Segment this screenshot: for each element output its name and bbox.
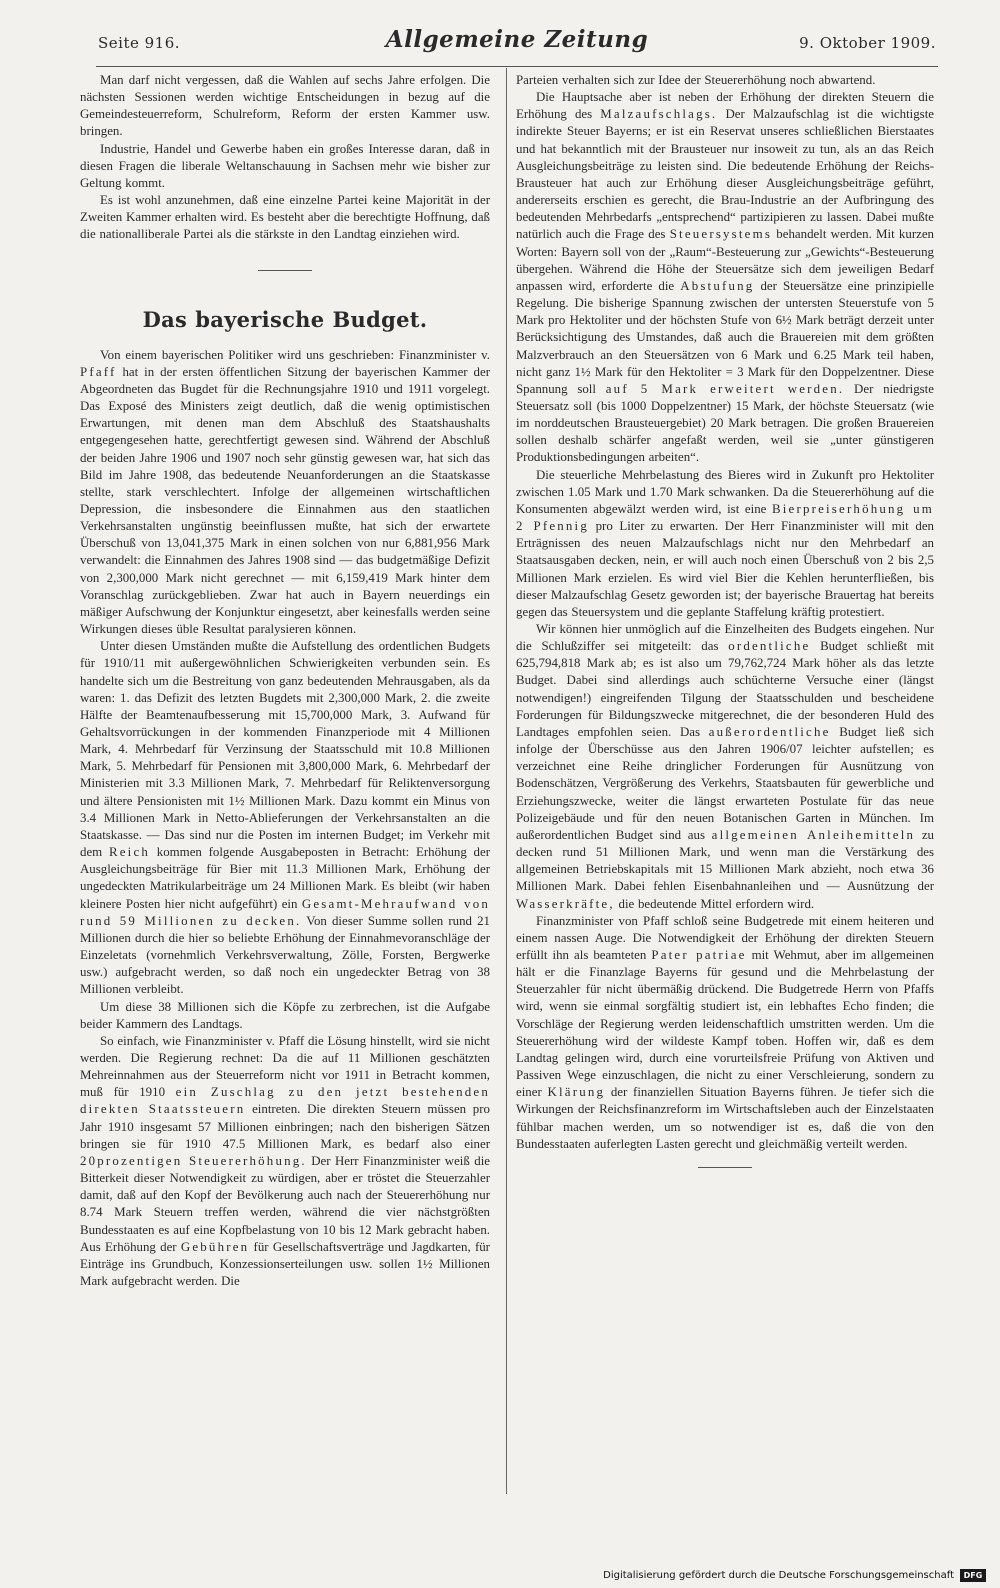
- spaced-text: Gesamt-Mehraufwand von rund 59 Millionen zu decken.: [80, 896, 490, 928]
- text-run: Die Hauptsache aber ist neben der Erhöhung der direkten Steuern die Erhöhung des: [516, 90, 934, 122]
- spaced-text: Gebühren: [180, 1239, 250, 1254]
- text-run: Finanzminister von Pfaff schloß seine Budgetrede mit einem heiteren und einem nassen Auge. Die Notwendigkeit der Erhöhung der direkten Steuern erfüllt ihn als beamteten: [516, 913, 934, 962]
- text-run: Budget ließ sich infolge der Überschüsse aus den Jahren 1906/07 leichter aufstellen; es verzeichnet eine Reihe dringlicher Forderungen für Ausnützung von Bodenschätzen, Vergrößerung des Verkehrs, Staatsbauten für gewerbliche und Erziehungszwecke, weiter die längst erwarteten Postulate für das neue Polizeigebäude und für den neuen Botanischen Garten in München. Im außerordentlichen Budget sind aus: [516, 724, 935, 842]
- text-run: der finanziellen Situation Bayerns führen. Je tiefer sich die Wirkungen der Reichsfinanzreform im Wirtschaftsleben auch der Einzelstaaten fühlbar machen werden, um so notwendiger ist es, daß die von den Bundesstaaten auferlegten Lasten gerecht und gleichmäßig verteilt werden.: [516, 1085, 934, 1151]
- text-run: der Steuersätze eine prinzipielle Regelung. Die bisherige Spannung zwischen der untersten Steuerstufe von 5 Mark pro Hektoliter und der höchsten Stufe von 6½ Mark beträgt derzeit unter Berücksichtigung des Umstandes, daß auch die Brauereien mit dem größten Malzverbrauch an den Steuersätzen von 6 Mark und 6.25 Mark teil haben, nicht ganz 1½ Mark für den Hektoliter = 3 Mark für den Doppelzentner. Diese Spannung soll: [516, 278, 934, 396]
- text-run: Von dieser Summe sollen rund 21 Millionen durch die hier so beliebte Erhöhung der Einnahmevoranschläge der Einzeletats (vornehmlich Verkehrsverwaltung, Zölle, Forsten, Bergwerke usw.) aufgebracht werden, so daß noch ein ungedeckter Betrag von 38 Millionen verbleibt.: [80, 913, 491, 997]
- text-run: die bedeutende Mittel erfordern wird.: [614, 896, 815, 911]
- text-run: So einfach, wie Finanzminister v. Pfaff die Lösung hinstellt, wird sie nicht werden. Die Regierung rechnet: Da die auf 11 Millionen geschätzten Mehreinnahmen aus der Steuerreform nicht vor 1911 in Betracht kommen, muß für 1910: [80, 1033, 490, 1100]
- spaced-text: ein Zuschlag zu den jetzt bestehenden direkten Staatssteuern: [80, 1085, 490, 1117]
- footer-text: Digitalisierung gefördert durch die Deutsche Forschungsgemeinschaft: [603, 1570, 954, 1581]
- issue-date: 9. Oktober 1909.: [799, 34, 936, 52]
- spaced-text: Pfaff: [80, 364, 117, 379]
- paragraph: [516, 913, 934, 1153]
- digitization-footer: [603, 1569, 986, 1582]
- spaced-text: Klärung: [547, 1085, 606, 1100]
- paragraph: [80, 1033, 490, 1290]
- spaced-text: ordentliche: [728, 639, 811, 654]
- paragraph: Man darf nicht vergessen, daß die Wahlen auf sechs Jahre erfolgen. Die nächsten Sessionen werden wichtige Entscheidungen in bezug auf die Gemeindesteuerreform, Schulreform, Reform der ersten Kammer usw. bringen.: [80, 73, 490, 139]
- text-run: Der Malzaufschlag ist die wichtigste indirekte Steuer Bayerns; er ist ein Reservat unseres schließlichen Bierstaates und hat bekanntlich mit der Brausteuer nur insoweit zu tun, als an das Reich Ausgleichungsbeiträge zu leisten sind. Die bedeutende Erhöhung der Reichs-Brausteuer hat auch zur Erhöhung dieser Ausgleichungsbeiträge geführt, andererseits erschien es gerecht, die Brau-Industrie an der Aufbringung des bedeutenden Mehrbedarfs „entsprechend“ partizipieren zu lassen. Dabei mußte natürlich auch die Frage des: [516, 107, 934, 242]
- spaced-text: allgemeinen Anleihemitteln: [711, 827, 916, 842]
- paragraph: Industrie, Handel und Gewerbe haben ein großes Interesse daran, daß in diesen Fragen die liberale Weltanschauung in Sachsen mehr wie bisher zur Geltung kommt.: [80, 141, 490, 190]
- text-run: Von einem bayerischen Politiker wird uns geschrieben: Finanzminister v.: [100, 347, 490, 362]
- spaced-text: Bierpreiserhöhung um 2 Pfennig: [516, 501, 934, 534]
- page-header: [98, 26, 936, 62]
- article-title: Das bayerische Budget.: [142, 306, 428, 332]
- text-run: Wir können hier unmöglich auf die Einzelheiten des Budgets eingehen. Nur die Schlußziffer sei mitgeteilt: das: [516, 622, 934, 654]
- spaced-text: außerordentliche: [708, 724, 831, 739]
- text-run: Die steuerliche Mehrbelastung des Bieres wird in Zukunft pro Hektoliter zwischen 1.05 Mark und 1.70 Mark schwanken. Da die Steuererhöhung auf die Konsumenten abgewälzt werden wird, ist eine: [516, 467, 934, 516]
- end-separator: [698, 1167, 752, 1168]
- text-run: pro Liter zu erwarten. Der Herr Finanzminister will mit den Erträgnissen des neuen Malzaufschlags nicht nur den Mehrbedarf an Staatsausgaben decken, nein, er will auch noch einen Überschuß von 2 bis 2,5 Millionen Mark erzielen. Es wird viel Bier die Kehlen herunterfließen, bis dieser Malzaufschlag Gesetz geworden ist; der bayerische Brauertag hat bereits gegen das Steuersystem und die geplante Staffelung kräftig protestiert.: [516, 519, 934, 619]
- paragraph: [80, 347, 490, 639]
- text-run: eintreten. Die direkten Steuern müssen pro Jahr 1910 insgesamt 57 Millionen einbringen; nach den bisherigen Sätzen bringen sie für 1910 47.5 Millionen Mark, es bedarf also einer: [80, 1102, 490, 1151]
- spaced-text: Reich: [108, 845, 151, 860]
- spaced-text: Steuersystems: [669, 227, 773, 242]
- paragraph: [80, 638, 490, 998]
- spaced-text: auf 5 Mark erweitert werden.: [605, 381, 845, 396]
- paragraph: [516, 89, 934, 466]
- section-separator: [258, 270, 312, 271]
- text-run: hat in der ersten öffentlichen Sitzung der bayerischen Kammer der Abgeordneten das Bugdet für die Rechnungsjahre 1910 und 1911 vorgelegt. Das Exposé des Ministers zeigt deutlich, daß die wenig optimistischen Erwartungen, mit denen man dem Abschluß des Staatshaushalts entgegengesehen hatte, gerechtfertigt gewesen sind. Während der Abschluß der beiden Jahre 1906 und 1907 noch sehr günstig gewesen war, hat sich das Bild im Jahre 1908, das bedeutende Neuanforderungen an die Staatskasse stellte, stark verschlechtert. Infolge der allgemeinen wirtschaftlichen Depression, die insbesondere die Einnahmen aus den staatlichen Verkehrsanstalten ungünstig beeinflussen mußte, hat sich der erwartete Überschuß von 13,041,375 Mark in einen solchen von nur 6,881,956 Mark verwandelt: die Einnahmen des Jahres 1908 sind — das budgetmäßige Defizit von 2,300,000 Mark nicht gerechnet — mit 6,159,419 Mark hinter dem Voranschlag zurückgeblieben. Zwar hat auch in Bayern neuerdings ein mäßiger Aufschwung der Konjunktur eingesetzt, aber keinesfalls werden seine Wirkungen dieses üble Resultat paralysieren können.: [80, 364, 490, 637]
- page-number: Seite 916.: [98, 34, 181, 52]
- text-run: Unter diesen Umständen mußte die Aufstellung des ordentlichen Budgets für 1910/11 mit außergewöhnlichen Schwierigkeiten verbunden sein. Es handelte sich um die Bestreitung von ganz bedeutenden Mehrausgaben, als da waren: 1. das Defizit des letzten Bugdets mit 2,300,000 Mark, 2. die zweite Hälfte der Beamtenaufbesserung mit 15,700,000 Mark, 3. Aufwand für Gehaltsvorrückungen in der kommenden Finanzperiode mit 4 Millionen Mark, 4. Mehrbedarf für Verzinsung der Staatsschuld mit 10.8 Millionen Mark, 5. Mehrbedarf für Pensionen mit 3,800,000 Mark, 6. Mehrbedarf der Ministerien mit 3.3 Millionen Mark, 7. Mehrbedarf für Reliktenversorgung und ältere Pensionisten mit 1½ Millionen Mark. Dazu kommt ein Minus von 3.4 Millionen Mark in Netto-Ablieferungen der Verkehrsanstalten an die Staatskasse. — Das sind nur die Posten im internen Budget; im Verkehr mit dem: [80, 639, 490, 860]
- header-rule: [96, 66, 938, 67]
- text-run: kommen folgende Ausgabeposten in Betracht: Erhöhung der Ausgleichungsbeiträge für Bier mit 11.3 Millionen Mark, Erhöhung der ungedeckten Matrikularbeiträge um 24 Millionen Mark. Es bleibt (wir haben kleinere Posten hier nicht aufgeführt) ein: [80, 845, 490, 911]
- text-run: mit Wehmut, aber im allgemeinen hält er die Finanzlage Bayerns für gesund und die Mehrbelastung der Steuerzahler für nicht übermäßig drückend. Die Budgetrede Herrn von Pfaffs wird, wenn sie einmal sorgfältig studiert ist, ein lebhaftes Echo finden; die Vorschläge der Regierung werden leidenschaftlich umstritten werden. Um die Steuererhöhung wird der wildeste Kampf toben. Hoffen wir, daß es dem Landtag gelingen wird, durch eine vorurteilsfreie Prüfung von Aktiven und Passiven Wege einzuschlagen, die nicht zu einer Verschleierung, sondern zu einer: [516, 947, 934, 1100]
- paragraph: Um diese 38 Millionen sich die Köpfe zu zerbrechen, ist die Aufgabe beider Kammern des Landtags.: [80, 999, 490, 1031]
- spaced-text: Malzaufschlags.: [600, 107, 718, 122]
- paragraph: Es ist wohl anzunehmen, daß eine einzelne Partei keine Majorität in der Zweiten Kammer erhalten wird. Es besteht aber die berechtigte Hoffnung, daß die nationalliberale Partei als die stärkste in den Landtag einziehen wird.: [80, 193, 490, 242]
- spaced-text: Pater patriae: [651, 947, 747, 962]
- text-run: Der niedrigste Steuersatz soll (bis 1000 Doppelzentner) 15 Mark, der höchste Steuersatz (wie im norddeutschen Brausteuergebiet) 20 Mark betragen. Die großen Brauereien sollen deshalb schärfer angefaßt werden, weil sie „unter günstigeren Produktionsbedingungen arbeiten“.: [516, 381, 934, 465]
- right-column: [516, 72, 934, 1180]
- text-run: für Gesellschaftsverträge und Jagdkarten, für Einträge ins Grundbuch, Konzessionserteilungen usw. sollen 1½ Millionen Mark aufgebracht werden. Die: [80, 1239, 490, 1288]
- masthead: Allgemeine Zeitung: [385, 26, 649, 53]
- spaced-text: Wasserkräfte,: [516, 896, 615, 911]
- text-run: zu decken rund 51 Millionen Mark, und wenn man die Verstärkung des allgemeinen Betriebskapitals mit 15 Millionen Mark abzieht, noch etwa 36 Millionen Mark. Dabei fehlen Eisenbahnanleihen und — Ausnützung der: [516, 827, 934, 894]
- paragraph: [516, 621, 934, 913]
- paragraph: [516, 467, 934, 621]
- text-run: Budget schließt mit 625,794,818 Mark ab; es ist also um 79,762,724 Mark höher als das letzte Budget. Dabei sind allerdings auch schüchterne Versuche einer (längst notwendigen!) eingreifenden Tilgung der Staatsschulden und bescheidene Forderungen für Bildungszwecke mitgerechnet, die der besonderen Huld des Landtages empfohlen seien. Das: [516, 639, 934, 739]
- dfg-logo-icon: DFG: [960, 1569, 986, 1582]
- text-run: Der Herr Finanzminister weiß die Bitterkeit dieser Notwendigkeit zu würdigen, aber er tröstet die Steuerzahler damit, daß auf den Kopf der Bevölkerung auch nach der Steuererhöhung nur 8.74 Mark Steuern treffen werden, während die vier nächstgrößten Bundesstaaten es auf eine Kopfbelastung von 10 bis 12 Mark gebracht haben. Aus Erhöhung der: [80, 1153, 490, 1254]
- left-column: [80, 72, 490, 1290]
- text-run: behandelt werden. Mit kurzen Worten: Bayern soll von der „Raum“-Besteuerung zur „Gewichts“-Besteuerung übergehen. Während die Höhe der Steuersätze sich dem jeweiligen Bedarf anpassen wird, erforderte die: [516, 227, 935, 293]
- spaced-text: 20prozentigen Steuererhöhung.: [80, 1153, 307, 1168]
- paragraph: Parteien verhalten sich zur Idee der Steuererhöhung noch abwartend.: [516, 73, 876, 87]
- column-divider: [506, 68, 507, 1494]
- spaced-text: Abstufung: [680, 278, 755, 293]
